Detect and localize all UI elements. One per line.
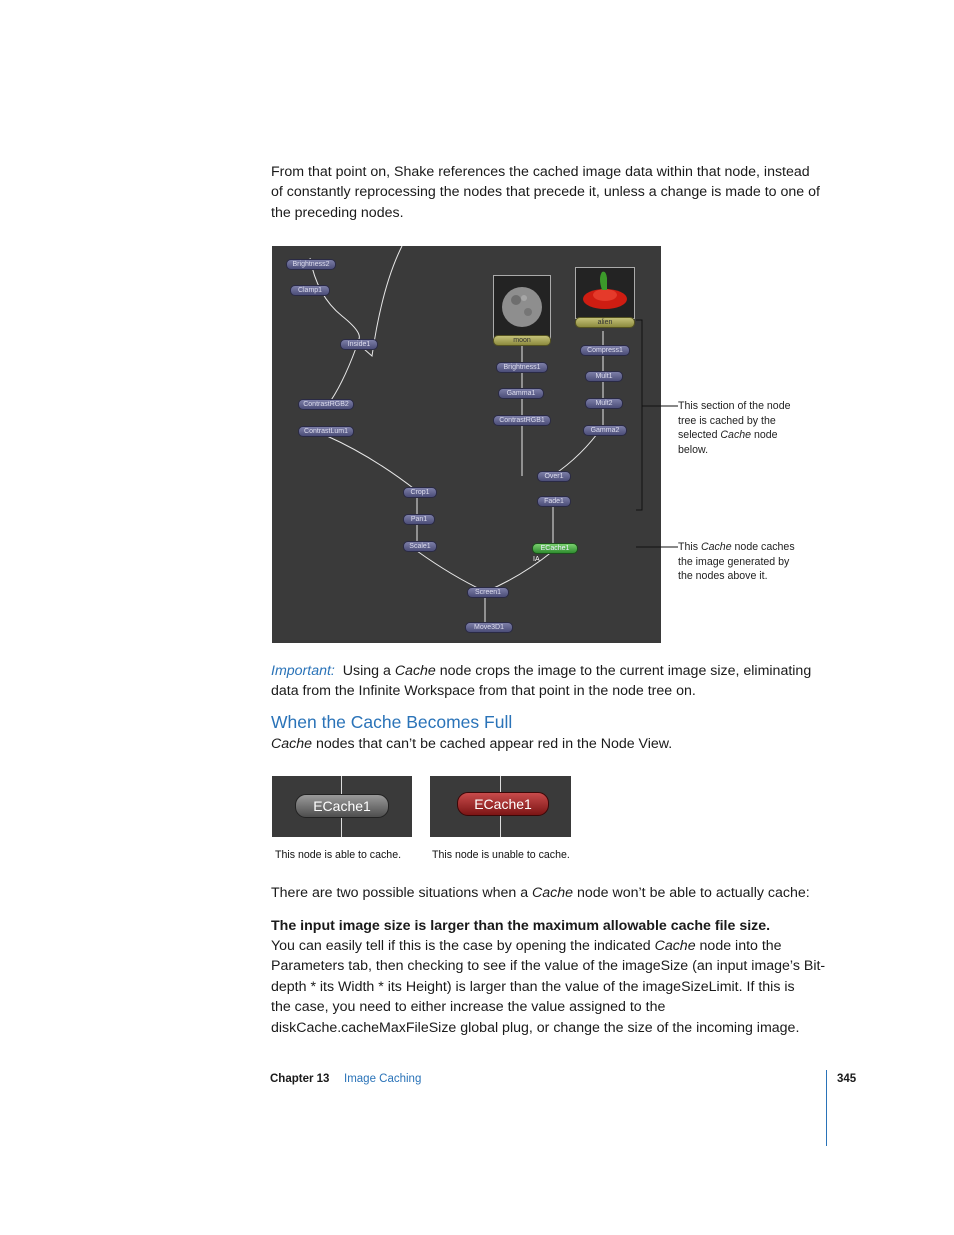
node-contrastlum1: ContrastLum1 xyxy=(298,426,354,437)
intro-paragraph: From that point on, Shake references the cached image data within that node, instead of constantly reprocessing the nodes that precede it, unless a change is made to one of the preceding nodes. xyxy=(271,164,820,221)
node-compress1: Compress1 xyxy=(580,345,630,356)
able-to-cache-figure xyxy=(272,776,412,837)
ecache-node-normal: ECache1 xyxy=(295,794,389,818)
important-note: Important: Using a Cache node crops the image to the current image size, eliminating data from the Infinite Workspace from that point in the node tree on. xyxy=(271,663,812,700)
section-heading: When the Cache Becomes Full xyxy=(271,712,513,732)
node-move3d1: Move3D1 xyxy=(465,622,513,633)
node-mult2: Mult2 xyxy=(585,398,623,409)
node-clamp1: Clamp1 xyxy=(290,285,330,296)
moon-thumbnail xyxy=(493,275,551,339)
node-ia-label: IA xyxy=(533,556,540,563)
node-gamma2: Gamma2 xyxy=(583,425,627,436)
node-contrastrgb2: ContrastRGB2 xyxy=(298,399,354,410)
explanation-paragraph: You can easily tell if this is the case by opening the indicated Cache node into the Parameters tab, then checking to see if the value of the imageSize (an input image’s Bit- depth * its Width * its Height) is larger than the value of the imageSizeLimit. If this is the case, you need to either increase the value assigned to the diskCache.cacheMaxFileSize global plug, or change the size of the incoming image. xyxy=(271,938,826,1036)
node-crop1: Crop1 xyxy=(403,487,437,498)
node-moon: moon xyxy=(493,335,551,346)
node-scale1: Scale1 xyxy=(403,541,437,552)
callout-cached-section: This section of the node tree is cached by the selected Cache node below. xyxy=(678,400,791,456)
page-number: 345 xyxy=(837,1073,857,1085)
footer-chapter-title: Image Caching xyxy=(344,1073,422,1085)
callout-cache-node: This Cache node caches the image generated by the nodes above it. xyxy=(678,541,795,583)
node-pan1: Pan1 xyxy=(403,514,435,525)
ecache-node-red: ECache1 xyxy=(457,792,549,816)
caption-able: This node is able to cache. xyxy=(275,849,402,861)
alien-thumbnail xyxy=(575,267,635,319)
node-over1: Over1 xyxy=(537,471,571,482)
node-mult1: Mult1 xyxy=(585,371,623,382)
node-ecache1-selected: ECache1 xyxy=(532,543,578,554)
footer-chapter: Chapter 13 xyxy=(270,1073,330,1085)
node-gamma1: Gamma1 xyxy=(498,388,544,399)
callout-lines xyxy=(636,318,678,554)
footer-divider xyxy=(826,1070,827,1146)
node-contrastrgb1: ContrastRGB1 xyxy=(493,415,551,426)
node-tree-figure xyxy=(272,246,661,643)
node-brightness1: Brightness1 xyxy=(496,362,548,373)
section-intro: Cache nodes that can’t be cached appear red in the Node View. xyxy=(271,736,673,752)
situations-paragraph: There are two possible situations when a Cache node won’t be able to actually cache: xyxy=(271,885,810,901)
node-brightness2: Brightness2 xyxy=(286,259,336,270)
unable-to-cache-figure xyxy=(430,776,571,837)
node-inside1: Inside1 xyxy=(340,339,378,350)
bold-subheading: The input image size is larger than the maximum allowable cache file size. xyxy=(271,918,771,934)
node-alien: alien xyxy=(575,317,635,328)
caption-unable: This node is unable to cache. xyxy=(432,849,570,861)
node-fade1: Fade1 xyxy=(537,496,571,507)
node-screen1: Screen1 xyxy=(467,587,509,598)
